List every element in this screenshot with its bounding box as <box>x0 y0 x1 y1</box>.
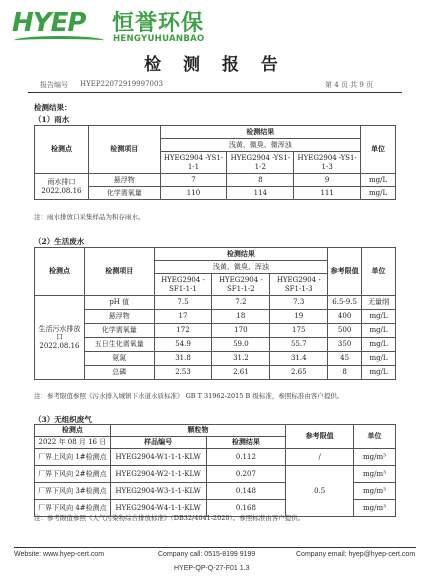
value-cell: 111 <box>294 187 361 200</box>
limit-cell: 45 <box>328 352 362 366</box>
header-divider <box>28 92 402 93</box>
unit-cell: mg/m³ <box>354 483 396 500</box>
footer-website: Website: www.hyep-cert.com <box>14 551 105 558</box>
header-reference-limit: 参考限值 <box>328 248 362 296</box>
value-cell: 114 <box>227 187 294 200</box>
value-cell: 18 <box>212 310 270 324</box>
header-detection-point: 检测点 <box>35 425 111 437</box>
header-detection-point: 检测点 <box>35 126 89 174</box>
detection-point-cell: 雨水排口 2022.08.16 <box>35 174 89 200</box>
value-cell: 170 <box>212 324 270 338</box>
results-label: 检测结果： <box>34 103 72 112</box>
exhaust-gas-note: 注：参考限值参照《大气污染物综合排放标准》（DB32/4041-2020）。参照标准由客户提供。 <box>34 514 305 522</box>
section-domestic-wastewater-heading: （2）生活废水 <box>34 237 85 246</box>
value-cell: 54.9 <box>154 338 212 352</box>
result-cell: 0.148 <box>206 483 286 500</box>
unit-cell: mg/L <box>362 366 396 380</box>
unit-cell: mg/L <box>362 338 396 352</box>
logo-swoosh <box>14 36 104 45</box>
item-cell: 悬浮物 <box>88 174 160 187</box>
limit-cell: 500 <box>328 324 362 338</box>
value-cell: 17 <box>154 310 212 324</box>
value-cell: 7.2 <box>212 296 270 310</box>
footer-email: Company email: hyep@hyep-cert.com <box>296 551 416 558</box>
limit-cell: / <box>286 449 354 466</box>
unit-cell: mg/L <box>362 352 396 366</box>
sampling-date: 2022 年 08 月 16 日 <box>35 437 111 449</box>
limit-cell: 8 <box>328 366 362 380</box>
sample-id: HYEG2904 -YS1-1-1 <box>160 152 227 174</box>
value-cell: 2.65 <box>270 366 328 380</box>
header-test-item: 检测项目 <box>88 126 160 174</box>
wastewater-table <box>34 247 396 380</box>
value-cell: 55.7 <box>270 338 328 352</box>
sample-description: 浅黄、微臭、浑浊 <box>154 261 328 274</box>
item-cell: 氨氮 <box>84 352 154 366</box>
result-cell: 0.207 <box>206 466 286 483</box>
value-cell: 8 <box>227 174 294 187</box>
item-cell: 化学需氧量 <box>88 187 160 200</box>
sample-id-cell: HYEG2904-W2-1-1-KLW <box>110 466 206 483</box>
wastewater-note: 注：参考限值参照《污水排入城镇下水道水质标准》 GB T 31962-2015 B 级标准，参照标准由客户提供。 <box>34 392 344 400</box>
header-unit: 单位 <box>354 425 396 449</box>
point-cell: 厂界上风向 1#检测点 <box>35 449 111 466</box>
value-cell: 2.61 <box>212 366 270 380</box>
value-cell: 7.5 <box>154 296 212 310</box>
sample-id-cell: HYEG2904-W3-1-1-KLW <box>110 483 206 500</box>
header-results: 检测结果 <box>154 248 328 261</box>
sample-id-cell: HYEG2904-W4-1-1-KLW <box>110 500 206 517</box>
unit-cell: mg/L <box>361 187 396 200</box>
value-cell: 31.2 <box>212 352 270 366</box>
exhaust-gas-table <box>34 424 396 517</box>
company-logo <box>12 6 252 50</box>
value-cell: 2.53 <box>154 366 212 380</box>
item-cell: 五日生化需氧量 <box>84 338 154 352</box>
header-unit: 单位 <box>361 126 396 174</box>
value-cell: 9 <box>294 174 361 187</box>
value-cell: 172 <box>154 324 212 338</box>
value-cell: 7.3 <box>270 296 328 310</box>
header-particulate: 颗粒物 <box>110 425 286 437</box>
value-cell: 110 <box>160 187 227 200</box>
header-sample-id: 样品编号 <box>110 437 206 449</box>
footer-phone: Company call: 0515-8199 9199 <box>158 551 256 558</box>
footer-form-code: HYEP-QP-Q-27-F01 1.3 <box>174 565 250 572</box>
item-cell: pH 值 <box>84 296 154 310</box>
value-cell: 175 <box>270 324 328 338</box>
value-cell: 59.0 <box>212 338 270 352</box>
sample-id-cell: HYEG2904-W1-1-1-KLW <box>110 449 206 466</box>
limit-cell: 350 <box>328 338 362 352</box>
value-cell: 7 <box>160 174 227 187</box>
item-cell: 悬浮物 <box>84 310 154 324</box>
unit-cell: mg/L <box>361 174 396 187</box>
sample-id: HYEG2904 -SF1-1-1 <box>154 274 212 296</box>
header-test-item: 检测项目 <box>84 248 154 296</box>
sample-id: HYEG2904 -SF1-1-3 <box>270 274 328 296</box>
value-cell: 31.4 <box>270 352 328 366</box>
section-rainwater-heading: （1）雨水 <box>34 115 70 124</box>
header-result: 检测结果 <box>206 437 286 449</box>
sample-description: 浅黄、微臭、微浑浊 <box>160 139 361 152</box>
report-number-label: 报告编号 <box>40 81 68 89</box>
section-exhaust-gas-heading: （3）无组织废气 <box>34 415 92 424</box>
point-cell: 厂界下风向 4#检测点 <box>35 500 111 517</box>
page-indicator: 第 4 页 共 9 页 <box>325 81 374 89</box>
value-cell: 19 <box>270 310 328 324</box>
report-title: 检 测 报 告 <box>144 55 286 75</box>
sample-id: HYEG2904 -YS1-1-2 <box>227 152 294 174</box>
report-number: HYEP22072919997003 <box>80 80 163 88</box>
logo-name-en: HENGYUHUANBAO <box>113 34 205 44</box>
header-reference-limit: 参考限值 <box>286 425 354 449</box>
header-detection-point: 检测点 <box>35 248 85 296</box>
result-cell: 0.112 <box>206 449 286 466</box>
rainwater-table <box>34 125 396 200</box>
footer-divider <box>14 547 416 548</box>
sample-id: HYEG2904 -YS1-1-3 <box>294 152 361 174</box>
unit-cell: mg/L <box>362 310 396 324</box>
logo-name-cn: 恒誉环保 <box>112 11 205 36</box>
rainwater-note: 注：雨水排放口采集样品为积存雨水。 <box>34 213 145 221</box>
unit-cell: mg/L <box>362 324 396 338</box>
limit-cell: 6.5-9.5 <box>328 296 362 310</box>
item-cell: 总磷 <box>84 366 154 380</box>
point-cell: 厂界下风向 3#检测点 <box>35 483 111 500</box>
limit-cell: 400 <box>328 310 362 324</box>
result-cell: 0.168 <box>206 500 286 517</box>
header-unit: 单位 <box>362 248 396 296</box>
logo-mark: HYEP <box>12 8 86 38</box>
sample-id: HYEG2904 -SF1-1-2 <box>212 274 270 296</box>
unit-cell: mg/m³ <box>354 449 396 466</box>
detection-point-cell: 生活污水排放口 2022.08.16 <box>35 296 85 380</box>
item-cell: 化学需氧量 <box>84 324 154 338</box>
unit-cell: mg/m³ <box>354 466 396 483</box>
point-cell: 厂界下风向 2#检测点 <box>35 466 111 483</box>
value-cell: 31.8 <box>154 352 212 366</box>
limit-cell: 0.5 <box>286 466 354 517</box>
unit-cell: mg/m³ <box>354 500 396 517</box>
unit-cell: 无量纲 <box>362 296 396 310</box>
header-results: 检测结果 <box>160 126 361 139</box>
